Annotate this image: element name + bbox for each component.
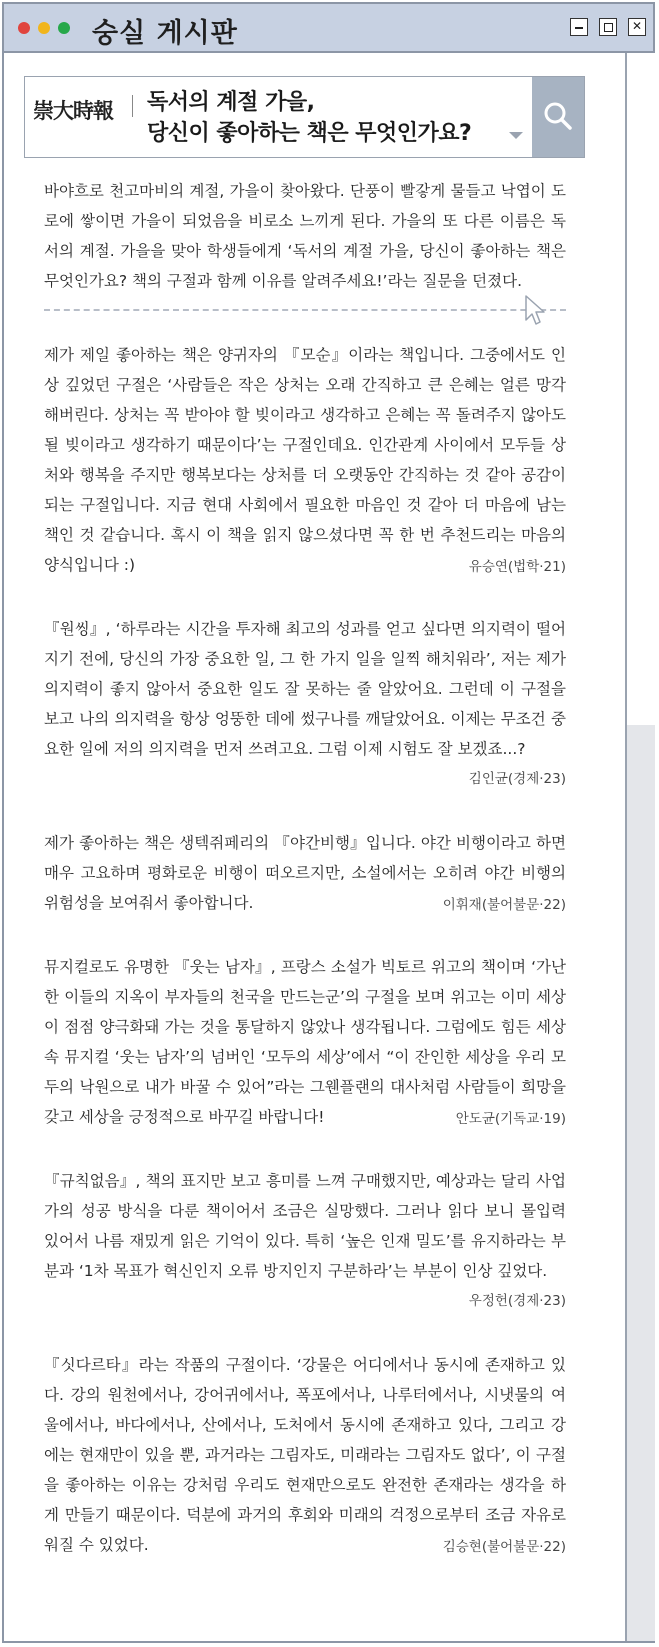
intro-paragraph: 바야흐로 천고마비의 계절, 가을이 찾아왔다. 단풍이 빨갛게 물들고 낙엽이 도로에 쌓이면 가을이 되었음을 비로소 느끼게 된다. 가을의 또 다른 이름은 독서의 계절. 가을을 맞아 학생들에게 ‘독서의 계절 가을, 당신이 좋아하는 책은 무엇인가요? 책의 구절과 함께 이유를 알려주세요!’라는 질문을 던졌다. [44,182,566,290]
mouse-pointer-icon [524,294,548,328]
post-text: 『싯다르타』라는 작품의 구절이다. ‘강물은 어디에서나 동시에 존재하고 있다. 강의 원천에서나, 강어귀에서나, 폭포에서나, 나루터에서나, 시냇물의 여울에서나, 바다에서나, 산에서나, 도처에서 동시에 존재하고 있다, 그리고 강에는 현재만이 있을 뿐, 과거라는 그림자도, 미래라는 그림자도 없다’, 이 구절을 좋아하는 이유는 강처럼 우리도 현재만으로도 완전한 존재라는 생각을 하게 만들기 때문이다. 덕분에 과거의 후회와 미래의 걱정으로부터 조금 자유로워질 수 있었다. [44,1356,566,1554]
vertical-scrollbar[interactable] [625,53,655,1641]
post-author: 김승현(불어불문·22) [442,1539,566,1555]
headline-line-1: 독서의 계절 가을, [147,90,315,115]
maximize-button[interactable] [599,18,617,36]
close-button[interactable]: ✕ [628,18,646,36]
post-item [44,614,566,794]
post-text: 제가 제일 좋아하는 책은 양귀자의 『모순』이라는 책입니다. 그중에서도 인상 깊었던 구절은 ‘사람들은 작은 상처는 오래 간직하고 큰 은혜는 얼른 망각해버린다. 상처는 꼭 받아야 할 빚이라고 생각하고 은혜는 꼭 돌려주지 않아도 될 빚이라고 생각하기 때문이다’는 구절인데요. 인간관계 사이에서 모두들 상처와 행복을 주지만 행복보다는 상처를 더 오랫동안 간직하는 것 같아 공감이 되는 구절입니다. 지금 현대 사회에서 필요한 마음인 것 같아 더 마음에 남는 책인 것 같습니다. 혹시 이 책을 읽지 않으셨다면 꼭 한 번 추천드리는 마음의 양식입니다 :) [44,346,566,574]
post-author: 유승연(법학·21) [468,559,566,575]
window-title: 숭실 게시판 [92,18,238,49]
search-headline[interactable] [147,87,471,149]
scrollbar-thumb[interactable] [627,725,655,1641]
zoom-dot-icon[interactable] [58,22,70,34]
board-window [2,2,655,1643]
post-author: 우정헌(경제·23) [468,1293,566,1309]
minimize-dot-icon[interactable] [38,22,50,34]
post-text: 뮤지컬로도 유명한 『웃는 남자』, 프랑스 소설가 빅토르 위고의 책이며 ‘가난한 이들의 지옥이 부자들의 천국을 만드는군’의 구절을 보며 위고는 이미 세상이 점점 양극화돼 가는 것을 통달하지 않았나 생각됩니다. 그럼에도 힘든 세상 속 뮤지컬 ‘웃는 남자’의 넘버인 ‘모두의 세상’에서 “이 잔인한 세상을 우리 모두의 낙원으로 내가 바꿀 수 있어”라는 그웬플랜의 대사처럼 사람들이 희망을 갖고 세상을 긍정적으로 바꾸길 바랍니다! [44,958,566,1126]
minimize-button[interactable] [570,18,588,36]
title-bar[interactable] [4,4,653,53]
post-item [44,1166,566,1316]
post-item [44,340,566,580]
post-item [44,1350,566,1560]
post-author: 김인균(경제·23) [468,771,566,787]
post-author: 안도균(기독교·19) [455,1111,566,1127]
logo-divider [132,95,133,117]
newspaper-logo: 崇大時報 [33,98,113,123]
post-author: 이휘재(불어불문·22) [442,897,566,913]
headline-line-2: 당신이 좋아하는 책은 무엇인가요? [147,121,472,146]
search-button[interactable] [532,77,584,157]
search-bar[interactable] [24,76,585,158]
search-icon [532,77,584,157]
post-text: 『원씽』, ‘하루라는 시간을 투자해 최고의 성과를 얻고 싶다면 의지력이 떨어지기 전에, 당신의 가장 중요한 일, 그 한 가지 일을 일찍 해치워라’, 저는 제가 의지력이 좋지 않아서 중요한 일도 잘 못하는 줄 알았어요. 그런데 이 구절을 보고 나의 의지력을 항상 엉뚱한 데에 썼구나를 깨달았어요. 이제는 무조건 중요한 일에 저의 의지력을 먼저 쓰려고요. 그럼 이제 시험도 잘 보겠죠...? [44,620,566,758]
section-divider [44,309,566,311]
post-text: 제가 좋아하는 책은 생텍쥐페리의 『야간비행』입니다. 야간 비행이라고 하면 매우 고요하며 평화로운 비행이 떠오르지만, 소설에서는 오히려 야간 비행의 위험성을 보여줘서 좋아합니다. [44,834,566,912]
post-list [44,340,566,1562]
close-dot-icon[interactable] [18,22,30,34]
post-item [44,828,566,918]
post-item [44,952,566,1132]
post-text: 『규칙없음』, 책의 표지만 보고 흥미를 느껴 구매했지만, 예상과는 달리 사업가의 성공 방식을 다룬 책이어서 조금은 실망했다. 그러나 읽다 보니 몰입력 있어서 나름 재밌게 읽은 기억이 있다. 특히 ‘높은 인재 밀도’를 유지하라는 부분과 ‘1차 목표가 혁신인지 오류 방지인지 구분하라’는 부분이 인상 깊었다. [44,1172,566,1280]
chevron-down-icon[interactable] [509,132,523,139]
